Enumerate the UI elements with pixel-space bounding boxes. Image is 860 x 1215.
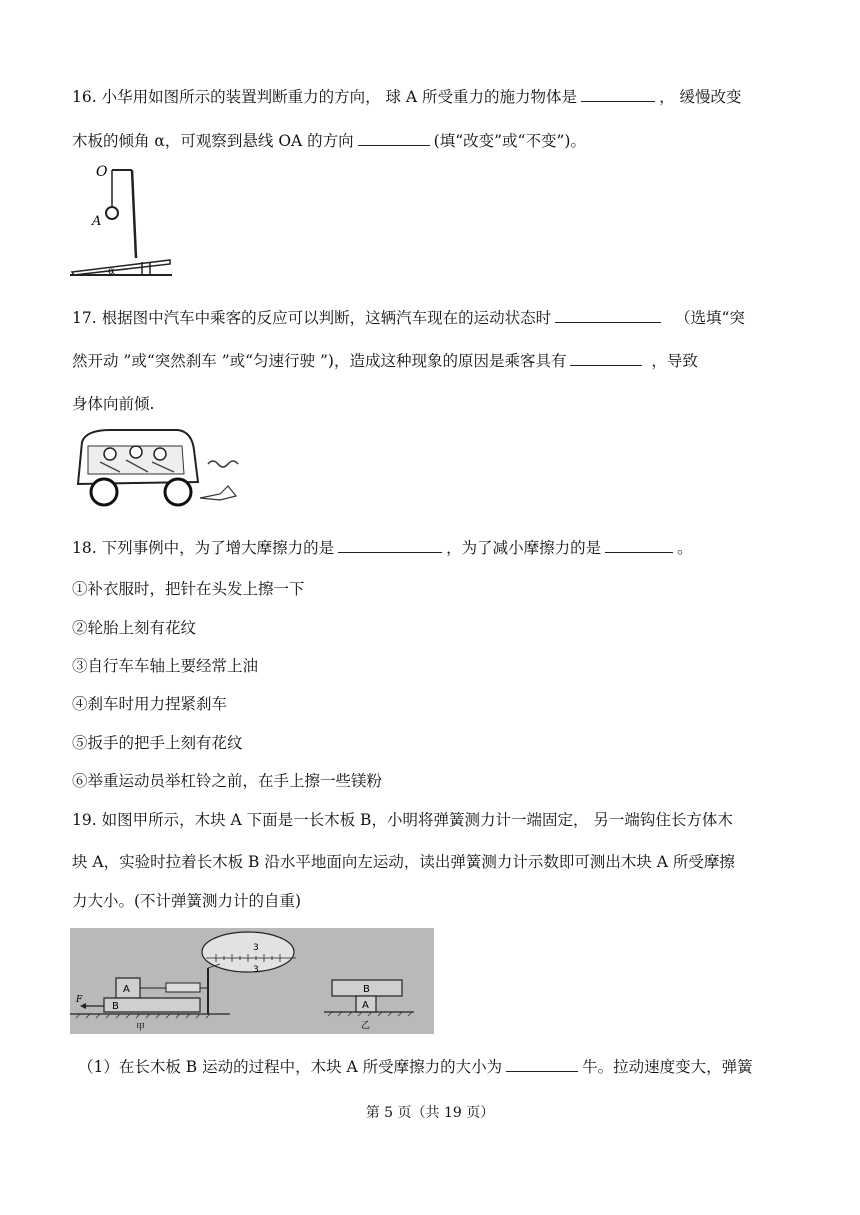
q17-blank-1: [555, 321, 661, 323]
q19-board-b-label: B: [112, 1001, 119, 1012]
q16-text-2a: 木板的倾角 α，可观察到悬线 OA 的方向: [72, 132, 354, 150]
page-footer: 第 5 页（共 19 页）: [365, 1105, 495, 1121]
q18-item: ①补衣服时，把针在头发上擦一下: [72, 580, 305, 598]
q16-label-alpha: α: [108, 266, 115, 277]
q17-text-2b: ，导致: [651, 352, 698, 370]
q18-text-1b: ，为了减小摩擦力的是: [446, 539, 602, 557]
q16-text-2b: (填“改变”或“不变”)。: [433, 132, 586, 150]
q18-item: ②轮胎上刻有花纹: [72, 619, 197, 637]
q16-label-a: A: [92, 214, 102, 229]
q16-stand-post: [132, 170, 136, 258]
q19-scale-reading-top: 3: [253, 943, 259, 953]
q19-label-yi: 乙: [361, 1021, 371, 1031]
q17-text-1b: （选填“突: [674, 309, 745, 327]
q17-blank-2: [570, 364, 642, 366]
q19-line-3: 力大小。(不计弹簧测力计的自重): [72, 892, 302, 910]
q17-text-3: 身体向前倾.: [72, 395, 155, 413]
q18-text-1a: 18. 下列事例中，为了增大摩擦力的是: [72, 539, 335, 557]
q18-text-1c: 。: [677, 539, 693, 557]
q18-item: ⑥举重运动员举杠铃之前，在手上擦一些镁粉: [72, 772, 383, 790]
q19-force-label: F: [76, 995, 83, 1005]
q19-block-a-label: A: [123, 984, 130, 995]
q16-incline-board: [72, 260, 170, 275]
q17-line-1: [72, 311, 745, 327]
q16-line-1: [72, 90, 742, 106]
q17-text-1a: 17. 根据图中汽车中乘客的反应可以判断，这辆汽车现在的运动状态时: [72, 309, 552, 327]
q16-blank-1: [581, 100, 655, 102]
q18-blank-1: [338, 551, 442, 553]
q16-blank-2: [358, 144, 430, 146]
q17-wheel-rear: [91, 479, 117, 505]
q18-line-1: [72, 541, 693, 557]
q16-line-2: [72, 134, 586, 150]
q17-line-3: [72, 397, 154, 413]
q16-text-1a: 16. 小华用如图所示的装置判断重力的方向， 球 A 所受重力的施力物体是: [72, 88, 578, 106]
q17-passenger-head-3: [154, 448, 166, 460]
q19-line-2: 块 A，实验时拉着长木板 B 沿水平地面向左运动，读出弹簧测力计示数即可测出木块 A 所受摩擦: [72, 853, 735, 871]
q18-blank-2: [605, 551, 673, 553]
q16-text-1b: ， 缓慢改变: [659, 88, 742, 106]
q19-yi-block-a-label: A: [362, 1000, 369, 1011]
q19-sub1-text-b: 牛。拉动速度变大，弹簧: [582, 1058, 753, 1076]
q16-label-o: O: [96, 164, 108, 180]
q19-sub1-text-a: （1）在长木板 B 运动的过程中，木块 A 所受摩擦力的大小为: [78, 1058, 503, 1076]
q17-line-2: [72, 354, 698, 370]
q19-yi-board-b-label: B: [363, 984, 370, 995]
q17-small-animal: [200, 486, 236, 500]
q19-friction-experiment-figure: [70, 928, 434, 1034]
q19-label-jia: 甲: [136, 1023, 146, 1033]
q19-scale-reading-bottom: 3: [253, 965, 259, 975]
q17-text-2a: 然开动 ”或“突然刹车 ”或“匀速行驶 ”)，造成这种现象的原因是乘客具有: [72, 352, 567, 370]
q17-wheel-front: [165, 479, 191, 505]
q17-motion-lines: [208, 461, 238, 467]
q17-car-passengers-figure: [70, 424, 250, 510]
q17-passenger-head-1: [104, 448, 116, 460]
q19-zoom-bubble: [202, 932, 294, 972]
q18-item: ④刹车时用力捏紧刹车: [72, 695, 228, 713]
q19-spring-scale: [166, 983, 200, 992]
q19-sub-1: [78, 1060, 753, 1076]
q19-blank-1: [506, 1070, 578, 1072]
q16-ball: [106, 207, 118, 219]
q16-plumb-line-figure: [70, 162, 172, 278]
q18-item: ③自行车车轴上要经常上油: [72, 657, 259, 675]
q18-item: ⑤扳手的把手上刻有花纹: [72, 734, 243, 752]
q19-line-1: 19. 如图甲所示，木块 A 下面是一长木板 B，小明将弹簧测力计一端固定， 另一端钩住长方体木: [72, 811, 733, 829]
q17-passenger-head-2: [130, 446, 142, 458]
